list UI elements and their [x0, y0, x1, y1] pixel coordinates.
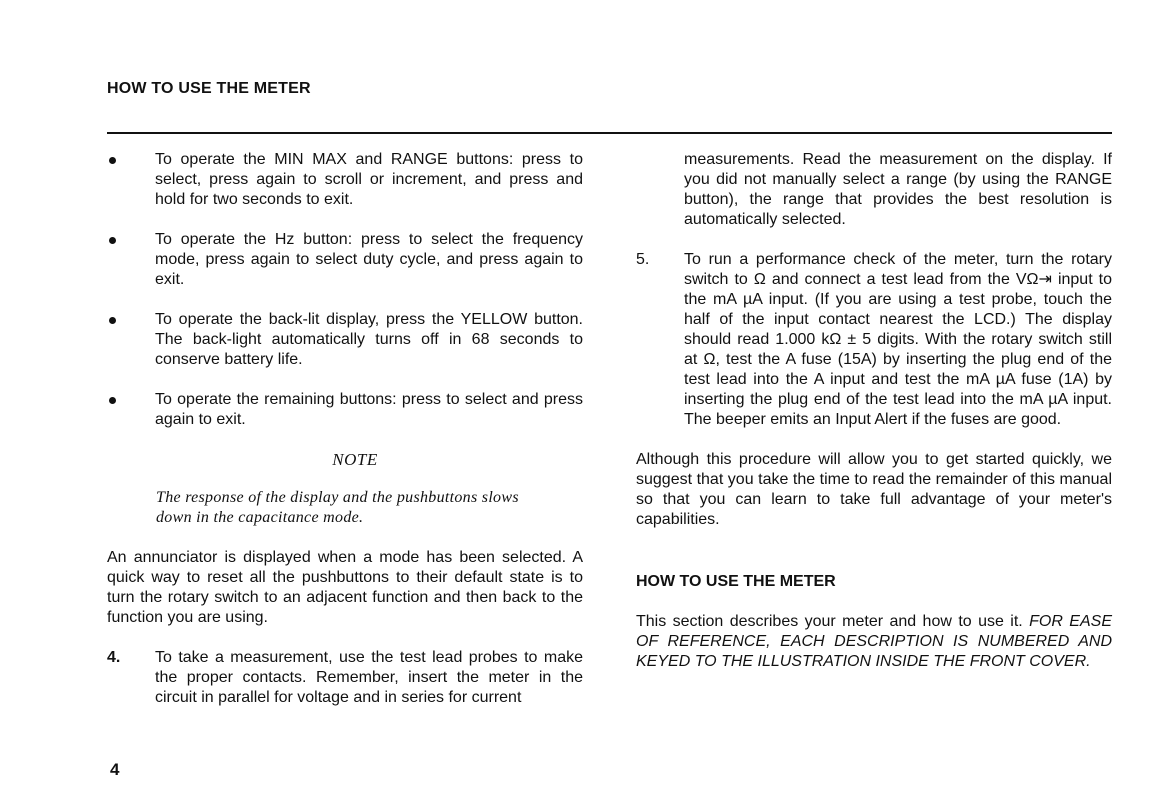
bullet-icon: [107, 390, 116, 410]
section-intro-plain: This section describes your meter and how to use it.: [636, 613, 1030, 630]
bullet-icon: [107, 230, 116, 250]
bullet-text: To operate the back-lit display, press the YELLOW button. The back-light automatically turns off in 68 seconds to conserve battery life.: [155, 311, 583, 368]
step-number: 5.: [636, 251, 650, 268]
bullet-item-remaining-buttons: [107, 390, 583, 430]
section-heading: HOW TO USE THE METER: [636, 573, 836, 590]
bullet-text: To operate the remaining buttons: press to select and press again to exit.: [155, 391, 583, 428]
left-column: [107, 150, 583, 708]
step-number: 4.: [107, 649, 121, 666]
page-number: 4: [110, 760, 120, 779]
bullet-icon: [107, 310, 116, 330]
bullet-item-hz: [107, 230, 583, 290]
section-intro-emphasis: FOR EASE OF REFERENCE, EACH DESCRIPTION IS NUMBERED AND KEYED TO THE ILLUSTRATION INSIDE THE FRONT COVER.: [636, 613, 1112, 670]
step-5: [636, 250, 1112, 430]
step-text: To take a measurement, use the test lead probes to make the proper contacts. Remember, insert the meter in the circuit in parallel for voltage and in series for current: [155, 649, 583, 706]
bullet-icon: [107, 150, 116, 170]
step-4: [107, 648, 583, 708]
header-divider: [107, 132, 1112, 134]
page-header-title: HOW TO USE THE METER: [107, 80, 311, 97]
note-title: NOTE: [332, 450, 378, 469]
closing-paragraph: Although this procedure will allow you to get started quickly, we suggest that you take the time to read the remainder of this manual so that you can learn to take full advantage of your meter's capabilities.: [636, 451, 1112, 528]
bullet-item-min-max-range: [107, 150, 583, 210]
bullet-text: To operate the MIN MAX and RANGE buttons: press to select, press again to scroll or increment, and press and hold for two seconds to exit.: [155, 151, 583, 208]
step-text-continued: measurements. Read the measurement on the display. If you did not manually select a range (by using the RANGE button), the range that provides the best resolution is automatically selected.: [684, 151, 1112, 228]
bullet-text: To operate the Hz button: press to select the frequency mode, press again to select duty cycle, and press again to exit.: [155, 231, 583, 288]
step-text: To run a performance check of the meter, turn the rotary switch to Ω and connect a test lead from the VΩ⇥ input to the mA µA input. (If you are using a test probe, touch the half of the input contact nearest the LCD.) The display should read 1.000 kΩ ± 5 digits. With the rotary switch still at Ω, test the A fuse (15A) by inserting the plug end of the test lead into the A input and test the mA µA fuse (1A) by inserting the plug end of the test lead into the mA µA input. The beeper emits an Input Alert if the fuses are good.: [684, 251, 1112, 428]
section-intro: [636, 612, 1112, 672]
note-body: The response of the display and the pushbuttons slows down in the capacitance mode.: [156, 489, 519, 526]
right-column: [636, 150, 1112, 672]
bullet-item-backlight: [107, 310, 583, 370]
annunciator-paragraph: An annunciator is displayed when a mode has been selected. A quick way to reset all the pushbuttons to their default state is to turn the rotary switch to an adjacent function and then back to the function you are using.: [107, 549, 583, 626]
step-4-continued: [636, 150, 1112, 230]
